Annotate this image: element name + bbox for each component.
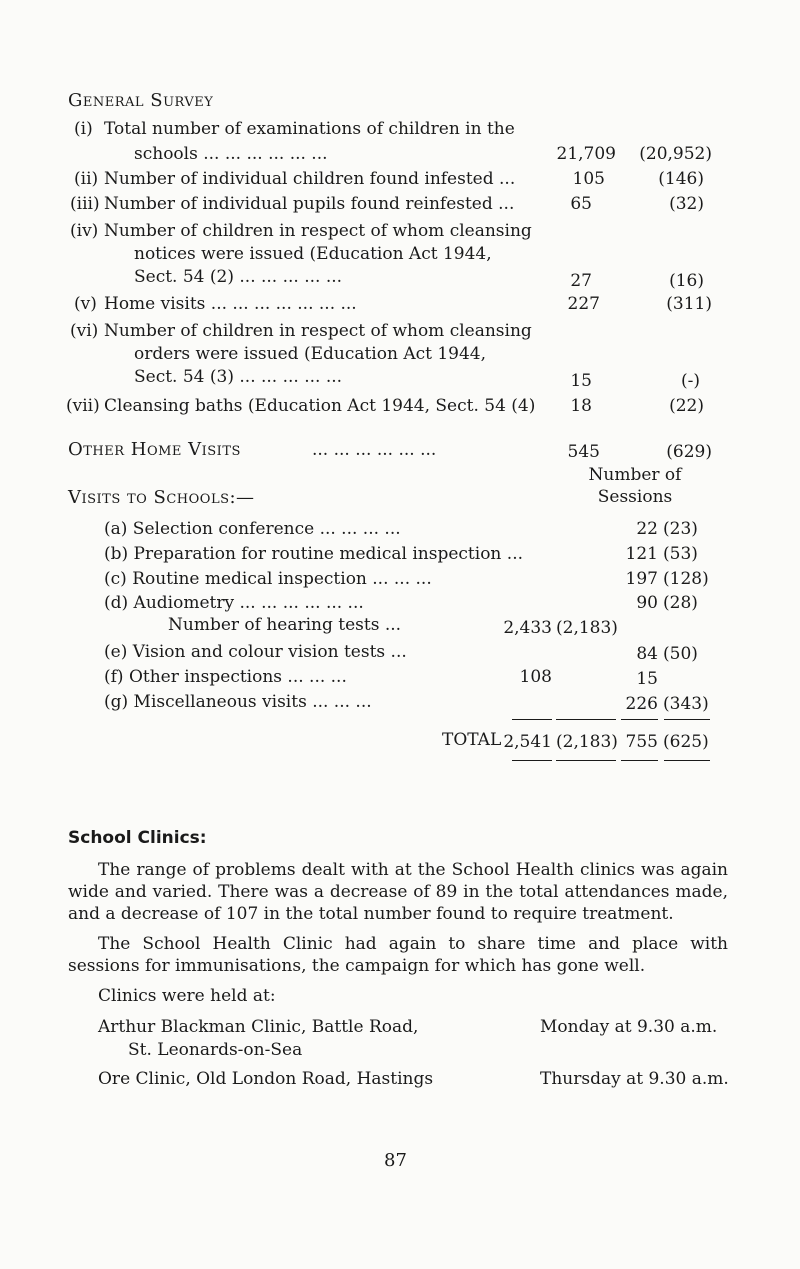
rule (621, 760, 658, 761)
school-visit-sessions-prev: (50) (663, 644, 698, 664)
rule (664, 760, 710, 761)
survey-row-num: (ii) (74, 169, 99, 189)
school-visit-sessions: 226 (625, 694, 658, 714)
survey-row-prev: (311) (666, 294, 712, 314)
visits-to-schools-heading: Visits to Schools:— (68, 487, 255, 508)
school-visit-label: (c) Routine medical inspection ... ... ... (104, 569, 432, 589)
other-home-visits-value: 545 (567, 442, 600, 462)
survey-row-text: Number of children in respect of whom cleansing (104, 221, 532, 241)
school-visit-sessions: 90 (636, 593, 658, 613)
rule (556, 719, 616, 720)
total-sessions-prev: (625) (663, 732, 709, 752)
school-visit-sessions: 15 (636, 669, 658, 689)
school-visit-label: (a) Selection conference ... ... ... ... (104, 519, 401, 539)
school-visit-mid: 2,433 (503, 618, 552, 638)
clinic-time: Thursday at 9.30 a.m. (540, 1069, 729, 1089)
survey-row-text: Sect. 54 (2) ... ... ... ... ... (134, 267, 343, 287)
survey-row-text: Home visits ... ... ... ... ... ... ... (104, 294, 357, 314)
school-visit-label: Number of hearing tests ... (168, 615, 402, 635)
rule (664, 719, 710, 720)
rule (512, 760, 552, 761)
school-clinics-heading: School Clinics: (68, 828, 207, 848)
school-visit-sessions: 84 (636, 644, 658, 664)
school-visit-label: (g) Miscellaneous visits ... ... ... (104, 692, 372, 712)
school-visit-sessions-prev: (128) (663, 569, 709, 589)
clinic-place-line2: St. Leonards-on-Sea (128, 1040, 303, 1060)
survey-row-num: (i) (74, 119, 93, 139)
survey-row-prev: (20,952) (639, 144, 712, 164)
school-clinics-paragraph-1: The range of problems dealt with at the School Health clinics was again wide and varied. There was a decrease of 89 in the total attendances made, and a decrease of 107 in the total number found to require treatment. (68, 860, 728, 924)
survey-row-value: 15 (570, 371, 592, 391)
sessions-header-line1: Number of (588, 465, 682, 485)
other-home-visits-prev: (629) (666, 442, 712, 462)
rule (512, 719, 552, 720)
survey-row-text: notices were issued (Education Act 1944, (134, 244, 492, 264)
survey-row-num: (iii) (70, 194, 100, 214)
survey-row-text: Number of children in respect of whom cleansing (104, 321, 532, 341)
school-visit-sessions: 197 (625, 569, 658, 589)
rule (556, 760, 616, 761)
total-label: TOTAL (442, 730, 502, 750)
survey-row-text: schools ... ... ... ... ... ... (134, 144, 328, 164)
school-visit-label: (b) Preparation for routine medical inspection ... (104, 544, 523, 564)
survey-row-num: (v) (74, 294, 97, 314)
school-visit-mid: 108 (519, 667, 552, 687)
survey-row-text: Cleansing baths (Education Act 1944, Sect. 54 (4) (104, 396, 536, 416)
school-visit-sessions-prev: (23) (663, 519, 698, 539)
survey-row-num: (vi) (70, 321, 99, 341)
school-visit-mid-prev: (2,183) (556, 618, 618, 638)
school-visit-sessions-prev: (53) (663, 544, 698, 564)
total-mid: 2,541 (503, 732, 552, 752)
school-visit-sessions-prev: (343) (663, 694, 709, 714)
school-visit-label: (d) Audiometry ... ... ... ... ... ... (104, 593, 364, 613)
other-home-visits-label: Other Home Visits (68, 439, 241, 460)
clinic-time: Monday at 9.30 a.m. (540, 1017, 718, 1037)
survey-row-num: (vii) (66, 396, 100, 416)
survey-row-prev: (-) (680, 371, 700, 391)
survey-row-text: Number of individual children found infested ... (104, 169, 516, 189)
survey-row-text: orders were issued (Education Act 1944, (134, 344, 487, 364)
clinic-place: Arthur Blackman Clinic, Battle Road, (98, 1017, 419, 1037)
survey-row-value: 105 (572, 169, 605, 189)
school-visit-sessions: 121 (625, 544, 658, 564)
general-survey-heading: General Survey (68, 90, 214, 111)
total-mid-prev: (2,183) (556, 732, 618, 752)
page-number: 87 (384, 1150, 407, 1171)
school-visit-label: (f) Other inspections ... ... ... (104, 667, 347, 687)
survey-row-value: 65 (570, 194, 592, 214)
survey-row-prev: (22) (669, 396, 704, 416)
survey-row-text: Total number of examinations of children in the (104, 119, 515, 139)
rule (621, 719, 658, 720)
clinics-held-at: Clinics were held at: (98, 986, 276, 1006)
survey-row-prev: (146) (658, 169, 704, 189)
survey-row-value: 227 (567, 294, 600, 314)
school-clinics-paragraph-2: The School Health Clinic had again to share time and place with sessions for immunisations, the campaign for which has gone well. (68, 934, 728, 976)
survey-row-prev: (16) (669, 271, 704, 291)
school-visit-sessions: 22 (636, 519, 658, 539)
survey-row-prev: (32) (669, 194, 704, 214)
school-visit-sessions-prev: (28) (663, 593, 698, 613)
school-visit-label: (e) Vision and colour vision tests ... (104, 642, 407, 662)
total-sessions: 755 (625, 732, 658, 752)
survey-row-value: 27 (570, 271, 592, 291)
leader-dots: ... ... ... ... ... ... (312, 440, 437, 460)
survey-row-value: 18 (570, 396, 592, 416)
sessions-header-line2: Sessions (597, 487, 673, 507)
survey-row-text: Number of individual pupils found reinfested ... (104, 194, 515, 214)
survey-row-value: 21,709 (556, 144, 616, 164)
survey-row-text: Sect. 54 (3) ... ... ... ... ... (134, 367, 343, 387)
clinic-place: Ore Clinic, Old London Road, Hastings (98, 1069, 434, 1089)
survey-row-num: (iv) (70, 221, 99, 241)
